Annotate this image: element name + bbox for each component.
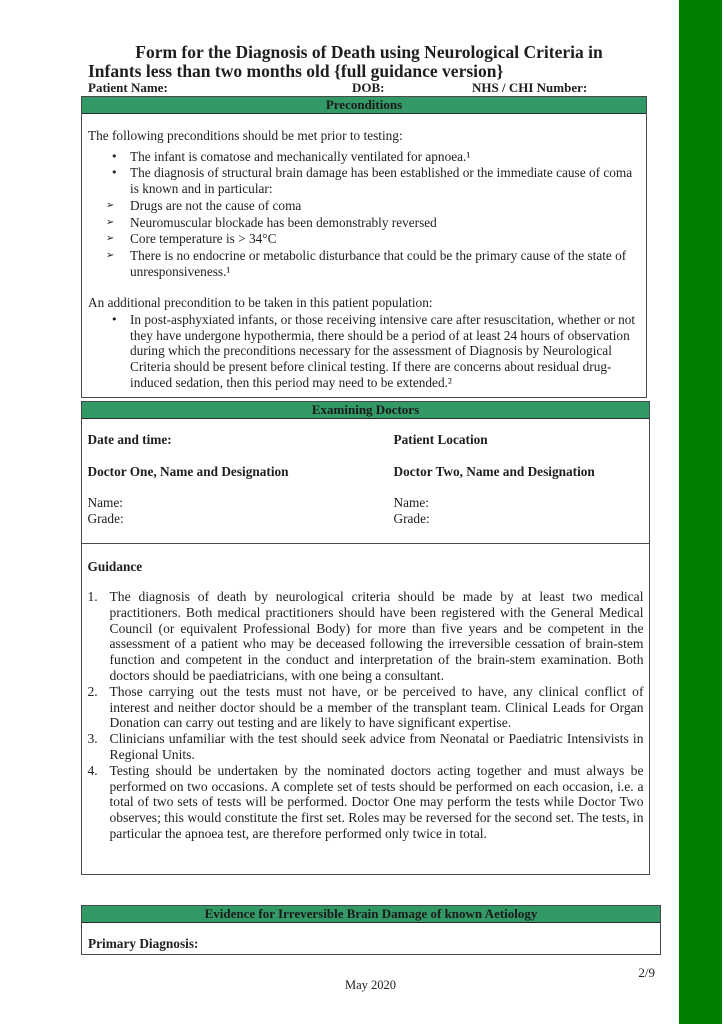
precondition-sub-text: Drugs are not the cause of coma bbox=[130, 197, 302, 213]
guidance-item bbox=[88, 731, 644, 763]
form-title-line-2: Infants less than two months old {full guidance version} bbox=[88, 61, 504, 81]
form-title bbox=[88, 43, 650, 81]
precondition-text: The infant is comatose and mechanically ventilated for apnoea.¹ bbox=[130, 148, 471, 164]
guidance-item-text: Those carrying out the tests must not have, or be perceived to have, any clinical conflict of interest and neither doctor should be a member of the transplant team. Clinical Leads for Organ Donation can carry out testing and are likely to have significant expertise. bbox=[109, 683, 644, 731]
precondition-sub-text: Core temperature is > 34°C bbox=[130, 231, 277, 247]
additional-precondition-intro: An additional precondition to be taken in this patient population: bbox=[88, 295, 433, 311]
guidance-item-number: 4. bbox=[87, 762, 98, 778]
guidance-item bbox=[88, 763, 644, 842]
guidance-list bbox=[88, 589, 644, 842]
precondition-sub-item bbox=[88, 231, 644, 247]
bullet-icon: • bbox=[111, 149, 118, 163]
bullet-icon: • bbox=[111, 166, 118, 180]
page-number: 2/9 bbox=[638, 965, 655, 980]
guidance-item-number: 1. bbox=[87, 589, 98, 604]
arrow-bullet-icon: ➢ bbox=[106, 233, 115, 245]
guidance-item-number: 2. bbox=[87, 683, 98, 699]
dob-label: DOB: bbox=[352, 80, 385, 95]
precondition-item bbox=[88, 165, 644, 196]
precondition-sub-item bbox=[88, 198, 644, 214]
form-title-line-1: Form for the Diagnosis of Death using Neurological Criteria in bbox=[135, 42, 603, 62]
guidance-item-text: The diagnosis of death by neurological criteria should be made by at least two medical practitioners. Both medical practitioners should have been registered with the General Medical Council (or equivalent Professional Body) for more than five years and be competent in the assessment of a patient who may be deceased following the irreversible cessation of brain-stem function and competent in the conduct and interpretation of the brain-stem examination. Both doctors should be paediatricians, with one being a consultant. bbox=[109, 589, 644, 683]
additional-precondition-list bbox=[88, 312, 644, 391]
guidance-item-text: Testing should be undertaken by the nominated doctors acting together and must always be performed on two occasions. A complete set of tests should be performed on each occasion, i.e. a total of two sets of tests will be performed. Doctor One may perform the tests while Doctor Two observes; this would constitute the first set. Roles may be reversed for the second set. The tests, in particular the apnoea test, are therefore performed only twice in total. bbox=[109, 762, 644, 841]
precondition-sub-text: There is no endocrine or metabolic disturbance that could be the primary cause of the state of unresponsiveness.¹ bbox=[130, 247, 627, 279]
preconditions-sub-list bbox=[88, 198, 644, 280]
additional-precondition-text: In post-asphyxiated infants, or those receiving intensive care after resuscitation, whether or not they have undergone hypothermia, there should be a period of at least 24 hours of observation during which the preconditions necessary for the assessment of Diagnosis by Neurological Criteria should be present before clinical testing. If there are concerns about residual drug-induced sedation, then this period may need to be extended.² bbox=[130, 312, 636, 390]
date-time-label: Date and time: bbox=[87, 432, 172, 447]
preconditions-header: Preconditions bbox=[82, 97, 646, 114]
evidence-section bbox=[81, 905, 661, 955]
preconditions-intro: The following preconditions should be met prior to testing: bbox=[88, 128, 403, 143]
guidance-item bbox=[88, 684, 644, 731]
primary-diagnosis-label: Primary Diagnosis: bbox=[88, 936, 199, 951]
doctor-two-grade-label: Grade: bbox=[393, 511, 430, 526]
preconditions-bullet-list bbox=[88, 149, 644, 197]
precondition-item bbox=[88, 149, 644, 165]
guidance-heading: Guidance bbox=[87, 559, 143, 574]
footer-date: May 2020 bbox=[345, 978, 397, 992]
evidence-header: Evidence for Irreversible Brain Damage of known Aetiology bbox=[82, 906, 660, 923]
patient-location-label: Patient Location bbox=[393, 432, 488, 447]
doctor-one-label: Doctor One, Name and Designation bbox=[87, 464, 289, 479]
examining-doctors-header: Examining Doctors bbox=[82, 402, 649, 419]
guidance-item-number: 3. bbox=[87, 731, 98, 747]
precondition-sub-text: Neuromuscular blockade has been demonstrably reversed bbox=[130, 214, 437, 230]
doctor-one-grade-label: Grade: bbox=[87, 511, 124, 526]
preconditions-body bbox=[82, 128, 646, 391]
guidance-item bbox=[88, 589, 644, 684]
preconditions-section bbox=[81, 96, 647, 398]
precondition-sub-item bbox=[88, 248, 644, 279]
arrow-bullet-icon: ➢ bbox=[106, 216, 115, 228]
doctor-two-name-label: Name: bbox=[393, 495, 429, 510]
precondition-sub-item bbox=[88, 215, 644, 231]
section-divider bbox=[82, 543, 649, 544]
arrow-bullet-icon: ➢ bbox=[106, 199, 115, 211]
bullet-icon: • bbox=[111, 313, 118, 327]
doctor-two-label: Doctor Two, Name and Designation bbox=[393, 464, 595, 479]
additional-precondition-item bbox=[88, 312, 644, 391]
guidance-item-text: Clinicians unfamiliar with the test should seek advice from Neonatal or Paediatric Intensivists in Regional Units. bbox=[109, 731, 644, 762]
patient-name-label: Patient Name: bbox=[88, 80, 168, 95]
green-side-bar bbox=[679, 0, 722, 1024]
examining-doctors-section bbox=[81, 401, 650, 875]
patient-details-row bbox=[0, 80, 724, 96]
precondition-text: The diagnosis of structural brain damage has been established or the immediate cause of coma is known and in particular: bbox=[130, 165, 633, 197]
nhs-chi-number-label: NHS / CHI Number: bbox=[472, 80, 588, 95]
arrow-bullet-icon: ➢ bbox=[106, 249, 115, 261]
doctor-one-name-label: Name: bbox=[87, 495, 123, 510]
